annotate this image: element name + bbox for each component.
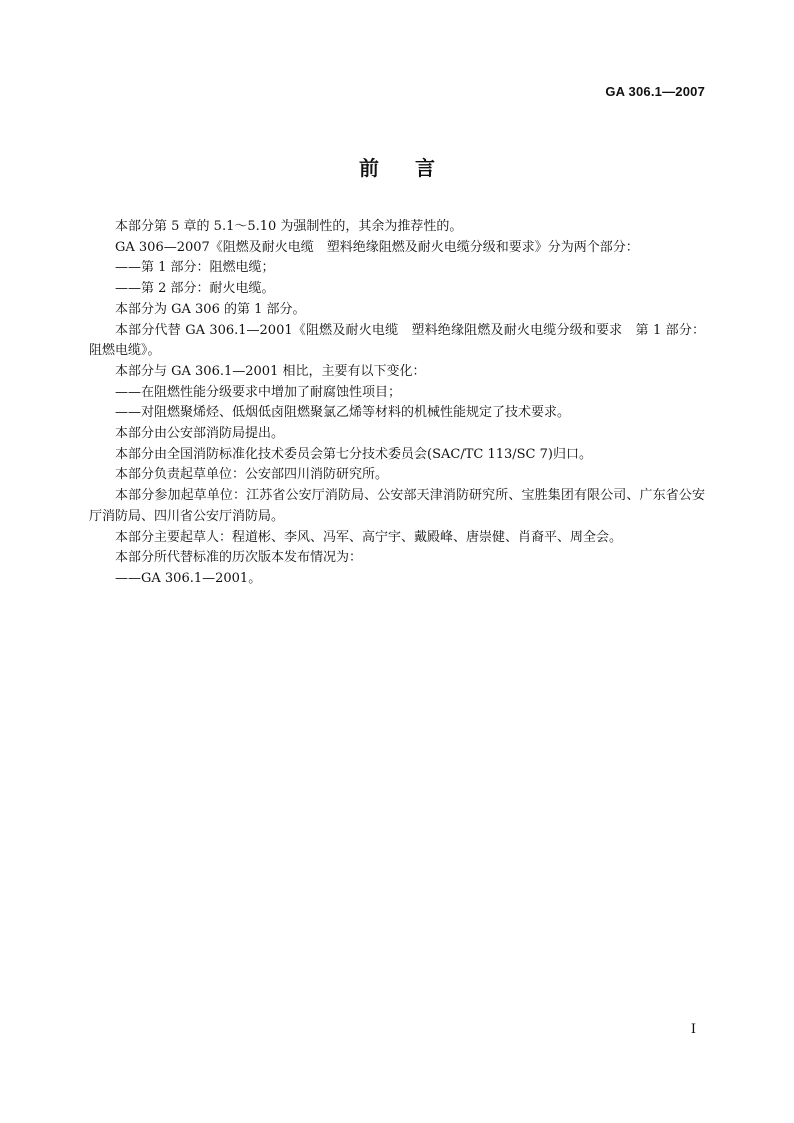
list-item: ——对阻燃聚烯烃、低烟低卤阻燃聚氯乙烯等材料的机械性能规定了技术要求。	[115, 405, 571, 421]
page-title: 前言	[359, 156, 471, 180]
paragraph: 本部分所代替标准的历次版本发布情况为：	[115, 550, 363, 566]
list-item: ——第 1 部分：阻燃电缆；	[115, 260, 275, 276]
list-item: ——在阻燃性能分级要求中增加了耐腐蚀性项目；	[115, 384, 402, 400]
paragraph: 本部分第 5 章的 5.1～5.10 为强制性的，其余为推荐性的。	[115, 219, 463, 234]
page-number: I	[690, 1022, 696, 1037]
paragraph: 本部分代替 GA 306.1—2001《阻燃及耐火电缆 塑料绝缘阻燃及耐火电缆分级和要求 第 1 部分：阻燃电缆》。	[89, 322, 705, 359]
paragraph: 本部分负责起草单位：公安部四川消防研究所。	[115, 467, 389, 483]
standard-number: GA 306.1—2007	[605, 84, 705, 99]
list-item: ——GA 306.1—2001。	[115, 570, 262, 586]
list-item: ——第 2 部分：耐火电缆。	[115, 281, 275, 297]
foreword-body	[89, 217, 705, 590]
paragraph: GA 306—2007《阻燃及耐火电缆 塑料绝缘阻燃及耐火电缆分级和要求》分为两个部分：	[115, 239, 639, 255]
paragraph: 本部分与 GA 306.1—2001 相比，主要有以下变化：	[115, 363, 426, 379]
paragraph: 本部分由全国消防标准化技术委员会第七分技术委员会(SAC/TC 113/SC 7)归口。	[115, 446, 592, 462]
paragraph: 本部分为 GA 306 的第 1 部分。	[115, 301, 306, 317]
paragraph: 本部分主要起草人：程道彬、李风、冯军、高宁宇、戴殿峰、唐崇健、肖裔平、周全会。	[115, 529, 623, 545]
paragraph: 本部分由公安部消防局提出。	[115, 426, 285, 442]
paragraph: 本部分参加起草单位：江苏省公安厅消防局、公安部天津消防研究所、宝胜集团有限公司、广东省公安厅消防局、四川省公安厅消防局。	[89, 488, 705, 524]
